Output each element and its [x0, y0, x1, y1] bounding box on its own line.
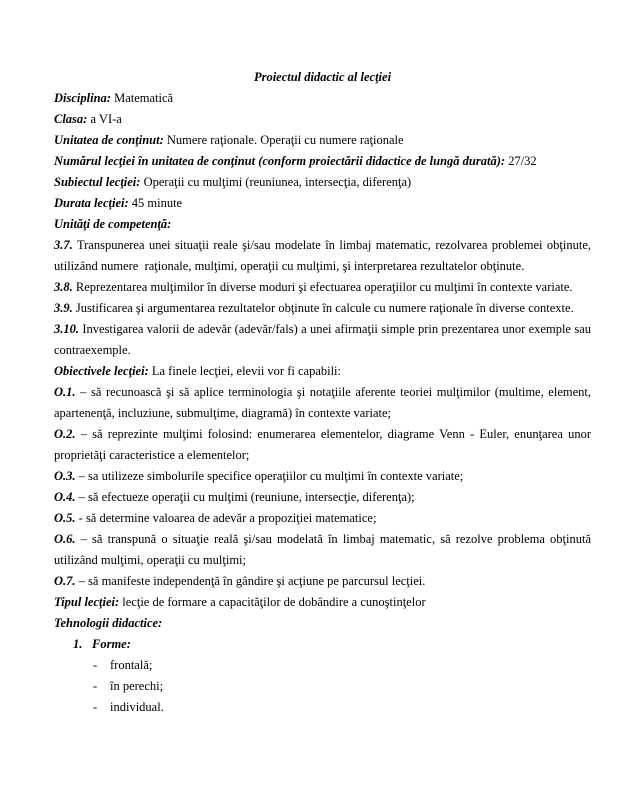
- label-text: O.5.: [54, 511, 76, 525]
- body-text: 45 minute: [128, 196, 183, 210]
- paragraph: [54, 361, 591, 382]
- list-marker: -: [93, 658, 98, 672]
- paragraph: [54, 592, 591, 613]
- body-text: în perechi;: [110, 679, 164, 693]
- paragraph: [54, 319, 591, 361]
- label-text: Unităţi de competenţă:: [54, 217, 172, 231]
- label-text: Disciplina:: [54, 91, 111, 105]
- label-text: 3.8.: [54, 280, 73, 294]
- body-text: - să determine valoarea de adevăr a propoziţiei matematice;: [75, 511, 377, 525]
- paragraph: [54, 529, 591, 571]
- label-text: O.6.: [54, 532, 76, 546]
- label-text: 3.7.: [54, 238, 73, 252]
- paragraph: [54, 109, 591, 130]
- list-marker: -: [93, 700, 98, 714]
- body-text: frontală;: [110, 658, 153, 672]
- label-text: Durata lecţiei:: [54, 196, 129, 210]
- label-text: Tehnologii didactice:: [54, 616, 163, 630]
- body-text: – să transpună o situaţie reală şi/sau modelată în limbaj matematic, să rezolve problema obţinută utilizând mulţimi, operaţii cu mulţimi;: [54, 532, 591, 567]
- list-item: [54, 634, 591, 655]
- body-text: Operaţii cu mulţimi (reuniunea, intersecţia, diferenţa): [140, 175, 412, 189]
- label-text: Tipul lecţiei:: [54, 595, 120, 609]
- paragraph: [54, 151, 591, 172]
- body-text: – să manifeste independenţă în gândire şi acţiune pe parcursul lecţiei.: [75, 574, 426, 588]
- paragraph: [54, 130, 591, 151]
- body-text: Investigarea valorii de adevăr (adevăr/fals) a unei afirmaţii simple prin prezentarea unor exemple sau contraexemple.: [54, 322, 591, 357]
- paragraph: [54, 277, 591, 298]
- label-text: Clasa:: [54, 112, 88, 126]
- paragraph: [54, 88, 591, 109]
- body-text: Justificarea şi argumentarea rezultatelor obţinute în calcule cu numere raţionale în diverse contexte.: [72, 301, 574, 315]
- paragraph: [54, 172, 591, 193]
- list-marker: 1.: [73, 637, 83, 651]
- label-text: O.4.: [54, 490, 76, 504]
- list-item: [54, 697, 591, 718]
- list-item: [54, 655, 591, 676]
- paragraph: [54, 571, 591, 592]
- label-text: Unitatea de conţinut:: [54, 133, 164, 147]
- body-text: – sa utilizeze simbolurile specifice operaţiilor cu mulţimi în contexte variate;: [75, 469, 464, 483]
- paragraph: [54, 193, 591, 214]
- body-text: Reprezentarea mulţimilor în diverse moduri şi efectuarea operaţiilor cu mulţimi în contexte variate.: [72, 280, 573, 294]
- body-text: lecţie de formare a capacităţilor de dobândire a cunoştinţelor: [119, 595, 426, 609]
- body-text: – să recunoască şi să aplice terminologia şi notaţiile aferente teoriei mulţimilor (multime, element, apartenenţă, incluziune, submulţime, diagramă) în contexte variate;: [54, 385, 591, 420]
- document-title: Proiectul didactic al lecţiei: [253, 70, 392, 84]
- paragraph: [54, 382, 591, 424]
- body-text: Transpunerea unei situaţii reale şi/sau modelate în limbaj matematic, rezolvarea problemei obţinute, utilizând numere raţionale, mulţimi, operaţii cu mulţimi, şi interpretarea rezultatelor obţinute.: [54, 238, 591, 273]
- label-text: Subiectul lecţiei:: [54, 175, 141, 189]
- label-text: 3.10.: [54, 322, 79, 336]
- label-text: O.2.: [54, 427, 76, 441]
- label-text: Numărul lecţiei în unitatea de conţinut (conform proiectării didactice de lungă durată):: [54, 154, 506, 168]
- body-text: Matematică: [110, 91, 174, 105]
- body-text: individual.: [110, 700, 164, 714]
- paragraph: [54, 298, 591, 319]
- label-text: 3.9.: [54, 301, 73, 315]
- paragraph: [54, 214, 591, 235]
- body-text: La finele lecţiei, elevii vor fi capabili:: [148, 364, 342, 378]
- list-item: [54, 676, 591, 697]
- paragraph: [54, 487, 591, 508]
- body-text: – să reprezinte mulţimi folosind: enumerarea elementelor, diagrame Venn - Euler, enunţarea unor proprietăţi caracteristice a elementelor;: [54, 427, 591, 462]
- body-text: a VI-a: [87, 112, 122, 126]
- document-body: [54, 88, 591, 718]
- paragraph: [54, 235, 591, 277]
- paragraph: [54, 424, 591, 466]
- paragraph: [54, 466, 591, 487]
- label-text: O.1.: [54, 385, 76, 399]
- body-text: – să efectueze operaţii cu mulţimi (reuniune, intersecţie, diferenţa);: [75, 490, 415, 504]
- label-text: Obiectivele lecţiei:: [54, 364, 149, 378]
- label-text: O.7.: [54, 574, 76, 588]
- label-text: O.3.: [54, 469, 76, 483]
- label-text: Forme:: [92, 637, 131, 651]
- body-text: Numere raţionale. Operaţii cu numere raţionale: [163, 133, 404, 147]
- body-text: 27/32: [505, 154, 537, 168]
- paragraph: [54, 613, 591, 634]
- paragraph: [54, 508, 591, 529]
- list-marker: -: [93, 679, 98, 693]
